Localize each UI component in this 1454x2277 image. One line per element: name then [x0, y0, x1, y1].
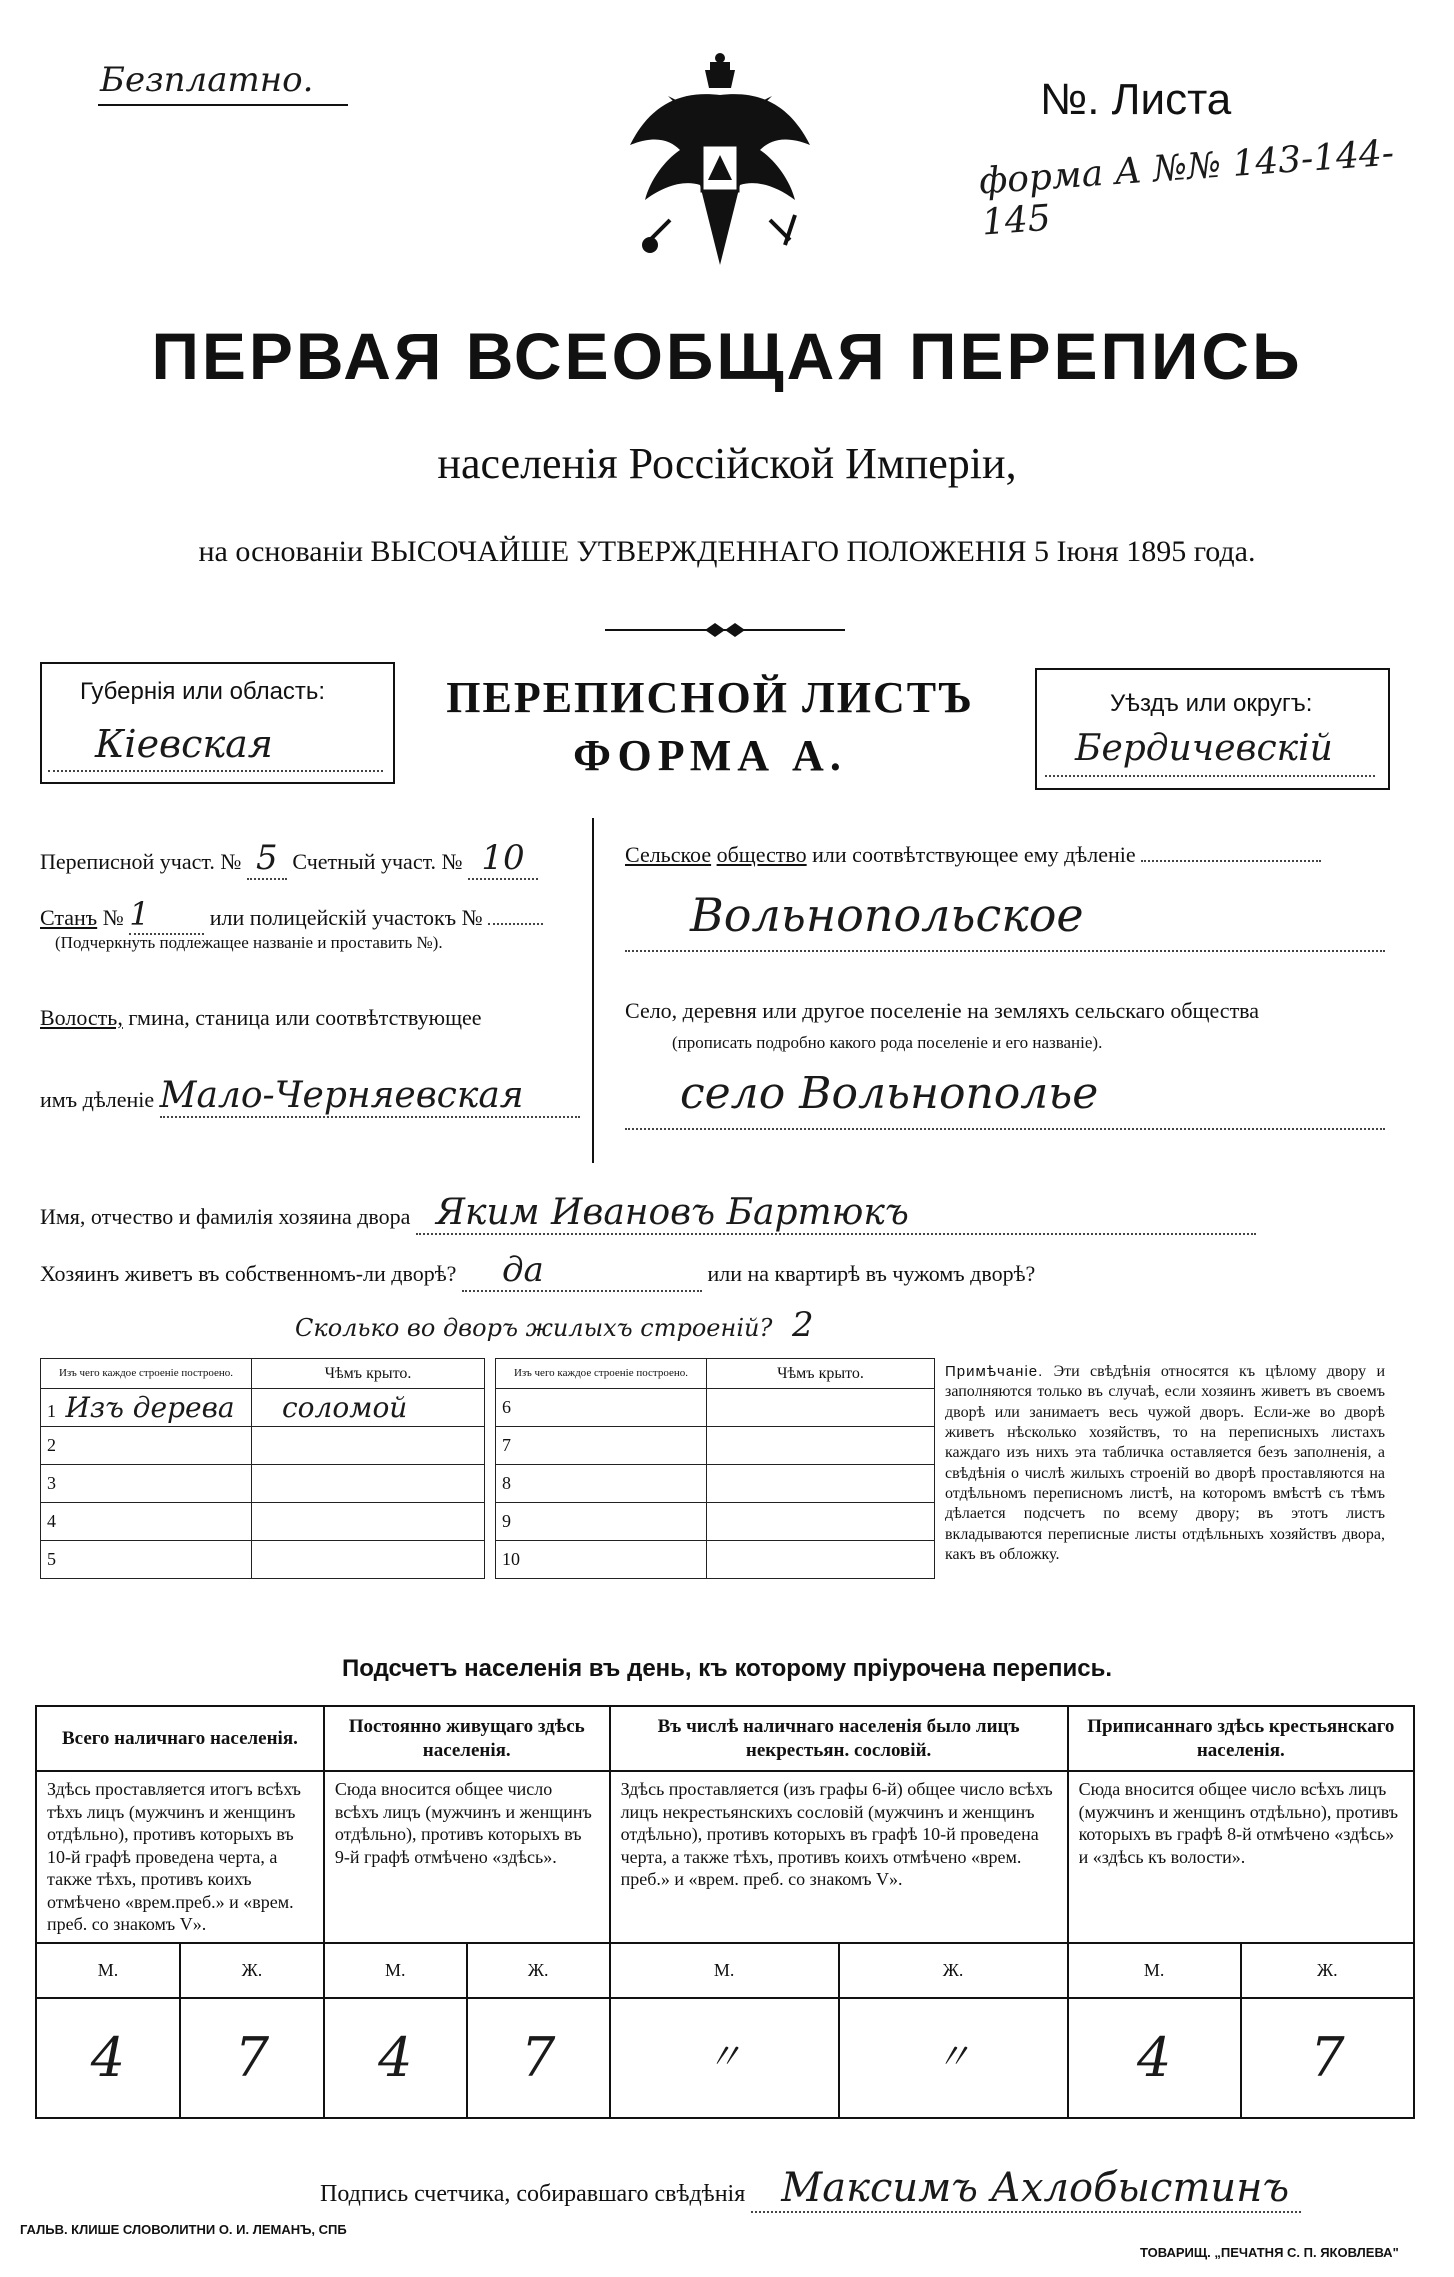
male-header: М. [36, 1943, 180, 1998]
police-label: или полицейскій участокъ № [209, 905, 483, 930]
male-header: М. [610, 1943, 839, 1998]
pop-col-desc: Сюда вносится общее число всѣхъ лицъ (мужчинъ и женщинъ отдѣльно), противъ которыхъ въ 9-й графѣ отмѣчено «здѣсь». [324, 1771, 610, 1943]
uezd-label: Уѣздъ или округъ: [1110, 690, 1313, 717]
society-row [625, 842, 1321, 868]
pop-col-desc: Здѣсь проставляется итогъ всѣхъ тѣхъ лицъ (мужчинъ и женщинъ отдѣльно), противъ которыхъ въ 10-й графѣ проведена черта, а также тѣхъ, противъ коихъ отмѣчено «врем.преб.» и «врем. преб. со знакомъ V». [36, 1771, 324, 1943]
resident-male-value: 4 [324, 1998, 467, 2118]
buildings-value: 2 [791, 1305, 814, 1345]
buildings-label: Сколько во дворъ жилыхъ строеній? [295, 1314, 773, 1342]
col-material-header-2: Изъ чего каждое строеніе построено. [496, 1359, 707, 1389]
col-roof-header: Чѣмъ крыто. [252, 1359, 485, 1389]
village-note: (прописать подробно какого рода поселеніе и его названіе). [672, 1033, 1103, 1052]
village-value: село Вольнополье [680, 1068, 1099, 1119]
stan-label: Станъ [40, 905, 98, 930]
owner-name-value: Яким Ивановъ Бартюкъ [416, 1192, 1256, 1235]
table-row: 10 [496, 1541, 935, 1579]
own-yard-label: Хозяинъ живетъ въ собственномъ-ли дворѣ? [40, 1261, 457, 1286]
owner-name-row [40, 1192, 1256, 1235]
stan-value: 1 [129, 895, 204, 935]
male-header: М. [324, 1943, 467, 1998]
double-headed-eagle-emblem [610, 50, 830, 280]
society-label-c: или соотвѣтствующее ему дѣленіе [812, 842, 1136, 867]
table-row: 5 [41, 1541, 485, 1579]
female-header: Ж. [839, 1943, 1068, 1998]
volost-row [40, 1005, 482, 1031]
resident-female-value: 7 [467, 1998, 610, 2118]
female-header: Ж. [1241, 1943, 1414, 1998]
material-value: Изъ дерева [65, 1391, 235, 1424]
total-male-value: 4 [36, 1998, 180, 2118]
note-head: Примѣчаніе. [945, 1363, 1044, 1380]
society-label-a: Сельское [625, 842, 712, 867]
form-subtitle: ФОРМА А. [573, 731, 847, 780]
table-row: 3 [41, 1465, 485, 1503]
stan-no: № [102, 905, 124, 930]
table-row: 2 [41, 1427, 485, 1465]
census-area-row [40, 838, 538, 880]
free-label: Безплатно. [100, 60, 314, 100]
buildings-table-right [495, 1358, 935, 1579]
volost-value: Мало-Черняевская [160, 1075, 580, 1118]
form-reference: форма А №№ 143-144-145 [977, 132, 1396, 244]
counting-area-value: 10 [468, 838, 538, 880]
table-row: 9 [496, 1503, 935, 1541]
signature-row [320, 2165, 1301, 2213]
table-row: 4 [41, 1503, 485, 1541]
pop-col-desc: Здѣсь проставляется (изъ графы 6-й) общее число всѣхъ лицъ некрестьянскихъ сословій (мужчинъ и женщинъ отдѣльно), противъ которыхъ въ графѣ 10-й проведена черта, а также тѣхъ, противъ коихъ отмѣчено «врем. преб.» и «врем. преб. со знакомъ V». [610, 1771, 1068, 1943]
stan-row [40, 895, 543, 935]
population-heading: Подсчетъ населенія въ день, къ которому пріурочена перепись. [342, 1655, 1112, 1682]
table-row: 1 Изъ дерева соломой [41, 1389, 485, 1427]
noble-female-value: 〃 [839, 1998, 1068, 2118]
volost-rest: гмина, станица или соотвѣтствующее [128, 1005, 482, 1030]
sheet-number-label: №. Листа [1040, 75, 1232, 124]
print-credit-left: ГАЛЬВ. КЛИШЕ СЛОВОЛИТНИ О. И. ЛЕМАНЪ, СПБ [20, 2222, 347, 2237]
free-underline [98, 104, 348, 106]
pop-col-desc: Сюда вносится общее число всѣхъ лицъ (мужчинъ и женщинъ отдѣльно), противъ которыхъ въ графѣ 8-й отмѣчено «здѣсь» и «здѣсь къ волости». [1068, 1771, 1414, 1943]
rented-label: или на квартирѣ въ чужомъ дворѣ? [707, 1261, 1036, 1286]
guberniya-label: Губернія или область: [80, 678, 326, 705]
peasant-male-value: 4 [1068, 1998, 1241, 2118]
table-row: 6 [496, 1389, 935, 1427]
census-area-value: 5 [247, 838, 287, 880]
society-label-b: общество [716, 842, 807, 867]
guberniya-value: Кіевская [95, 722, 273, 766]
signature-value: Максимъ Ахлобыстинъ [751, 2165, 1301, 2213]
counting-area-label: Счетный участ. № [292, 849, 463, 874]
society-value: Вольнопольское [690, 888, 1084, 942]
female-header: Ж. [180, 1943, 324, 1998]
total-female-value: 7 [180, 1998, 324, 2118]
print-credit-right: ТОВАРИЩ. „ПЕЧАТНЯ С. П. ЯКОВЛЕВА" [1140, 2245, 1399, 2260]
note-text: Эти свѣдѣнія относятся къ цѣлому двору и заполняются только въ случаѣ, если хозяинъ живетъ въ своемъ дворѣ или занимаетъ весь чужой дворъ. Если-же во дворѣ живетъ нѣсколько хозяйствъ, то на переписныхъ листахъ каждаго изъ нихъ эта табличка оставляется безъ заполненія, а свѣдѣнія о числѣ жилыхъ строеній во дворѣ проставляются на отдѣльномъ переписномъ листѣ, на которомъ вмѣстѣ съ тѣмъ дѣлается подсчетъ по всему двору; въ этотъ листъ вкладываются переписные листы отдѣльныхъ хозяйствъ двора, какъ въ обложку. [945, 1363, 1386, 1563]
buildings-table-left [40, 1358, 485, 1579]
form-title: ПЕРЕПИСНОЙ ЛИСТЪ [446, 673, 974, 722]
owner-name-label: Имя, отчество и фамилія хозяина двора [40, 1204, 411, 1229]
table-row: 7 [496, 1427, 935, 1465]
column-divider [592, 818, 594, 1163]
col-roof-header-2: Чѣмъ крыто. [707, 1359, 935, 1389]
female-header: Ж. [467, 1943, 610, 1998]
census-area-label: Переписной участ. № [40, 849, 242, 874]
uezd-value: Бердичевскій [1075, 728, 1333, 769]
own-yard-value: да [462, 1250, 702, 1292]
table-row: 8 [496, 1465, 935, 1503]
underline-note: (Подчеркнуть подлежащее названіе и проставить №). [55, 933, 443, 952]
population-table [35, 1705, 1415, 2119]
buildings-row [295, 1305, 872, 1345]
pop-col-title: Въ числѣ наличнаго населенія было лицъ некрестьян. сословій. [610, 1706, 1068, 1771]
signature-label: Подпись счетчика, собиравшаго свѣдѣнія [320, 2181, 746, 2207]
page-title: ПЕРВАЯ ВСЕОБЩАЯ ПЕРЕПИСЬ [151, 319, 1303, 393]
volost-label-2: имъ дѣленіе [40, 1087, 155, 1112]
pop-col-title: Приписаннаго здѣсь крестьянскаго населенія. [1068, 1706, 1414, 1771]
male-header: М. [1068, 1943, 1241, 1998]
peasant-female-value: 7 [1241, 1998, 1414, 2118]
volost-row-2 [40, 1075, 580, 1118]
page-subtitle: населенія Россійской Имперіи, [437, 439, 1017, 488]
volost-label: Волость, [40, 1005, 123, 1030]
col-material-header: Изъ чего каждое строеніе построено. [41, 1359, 252, 1389]
roof-value: соломой [282, 1391, 408, 1424]
ornament-divider [605, 620, 845, 640]
noble-male-value: 〃 [610, 1998, 839, 2118]
note-block [945, 1362, 1385, 1565]
own-yard-row [40, 1250, 1035, 1292]
pop-col-title: Постоянно живущаго здѣсь населенія. [324, 1706, 610, 1771]
village-label: Село, деревня или другое поселеніе на земляхъ сельскаго общества [625, 998, 1260, 1023]
pop-col-title: Всего наличнаго населенія. [36, 1706, 324, 1771]
legal-basis: на основаніи ВЫСОЧАЙШЕ УТВЕРЖДЕННАГО ПОЛОЖЕНІЯ 5 Іюня 1895 года. [198, 535, 1256, 568]
